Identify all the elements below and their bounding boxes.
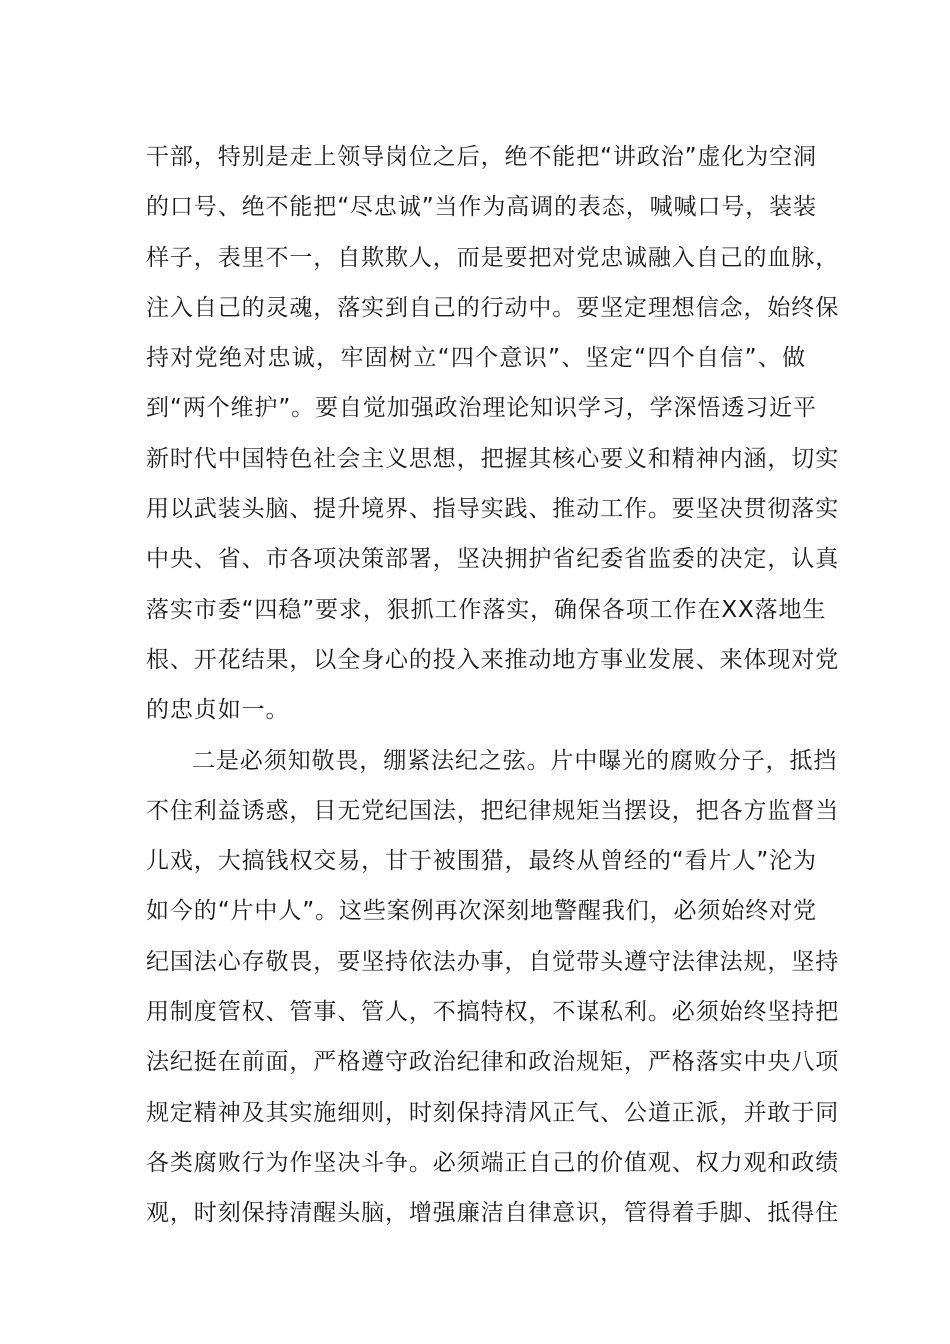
text-line: 观，时刻保持清醒头脑，增强廉洁自律意识，管得着手脚、抵得住 [146,1200,840,1227]
text-line: 中央、省、市各项决策部署，坚决拥护省纪委省监委的决定，认真 [146,546,840,573]
text-line: 的口号、绝不能把“尽忠诚”当作为高调的表态，喊喊口号，装装 [146,194,817,221]
text-line: 不住利益诱惑，目无党纪国法，把纪律规矩当摆设，把各方监督当 [146,797,840,824]
text-line: 的忠贞如一。 [146,697,290,724]
text-line: 纪国法心存敬畏，要坚持依法办事，自觉带头遵守法律法规，坚持 [146,948,840,975]
text-line: 用制度管权、管事、管人，不搞特权，不谋私利。必须始终坚持把 [146,999,840,1026]
text-line: 持对党绝对忠诚，牢固树立“四个意识”、坚定“四个自信”、做 [146,345,806,372]
text-line: 法纪挺在前面，严格遵守政治纪律和政治规矩，严格落实中央八项 [146,1049,840,1076]
text-line: 落实市委“四稳”要求，狠抓工作落实，确保各项工作在XX落地生 [146,596,827,623]
text-line: 如今的“片中人”。这些案例再次深刻地警醒我们，必须始终对党 [146,898,817,925]
text-line: 规定精神及其实施细则，时刻保持清风正气、公道正派，并敢于同 [146,1099,840,1126]
text-line: 根、开花结果，以全身心的投入来推动地方事业发展、来体现对党 [146,646,840,673]
text-line: 用以武装头脑、提升境界、指导实践、推动工作。要坚决贯彻落实 [146,496,840,523]
body-text [146,132,840,1239]
text-line: 干部，特别是走上领导岗位之后，绝不能把“讲政治”虚化为空洞 [146,144,817,170]
text-line: 儿戏，大搞钱权交易，甘于被围猎，最终从曾经的“看片人”沦为 [146,848,817,875]
text-line: 新时代中国特色社会主义思想，把握其核心要义和精神内涵，切实 [146,445,840,472]
text-line: 样子，表里不一，自欺欺人，而是要把对党忠诚融入自己的血脉， [146,244,840,271]
text-line: 各类腐败行为作坚决斗争。必须端正自己的价值观、权力观和政绩 [146,1149,840,1176]
text-line: 二是必须知敬畏，绷紧法纪之弦。片中曝光的腐败分子，抵挡 [192,747,838,774]
text-line: 注入自己的灵魂，落实到自己的行动中。要坚定理想信念，始终保 [146,294,840,321]
text-line: 到“两个维护”。要自觉加强政治理论知识学习，学深悟透习近平 [146,395,817,422]
